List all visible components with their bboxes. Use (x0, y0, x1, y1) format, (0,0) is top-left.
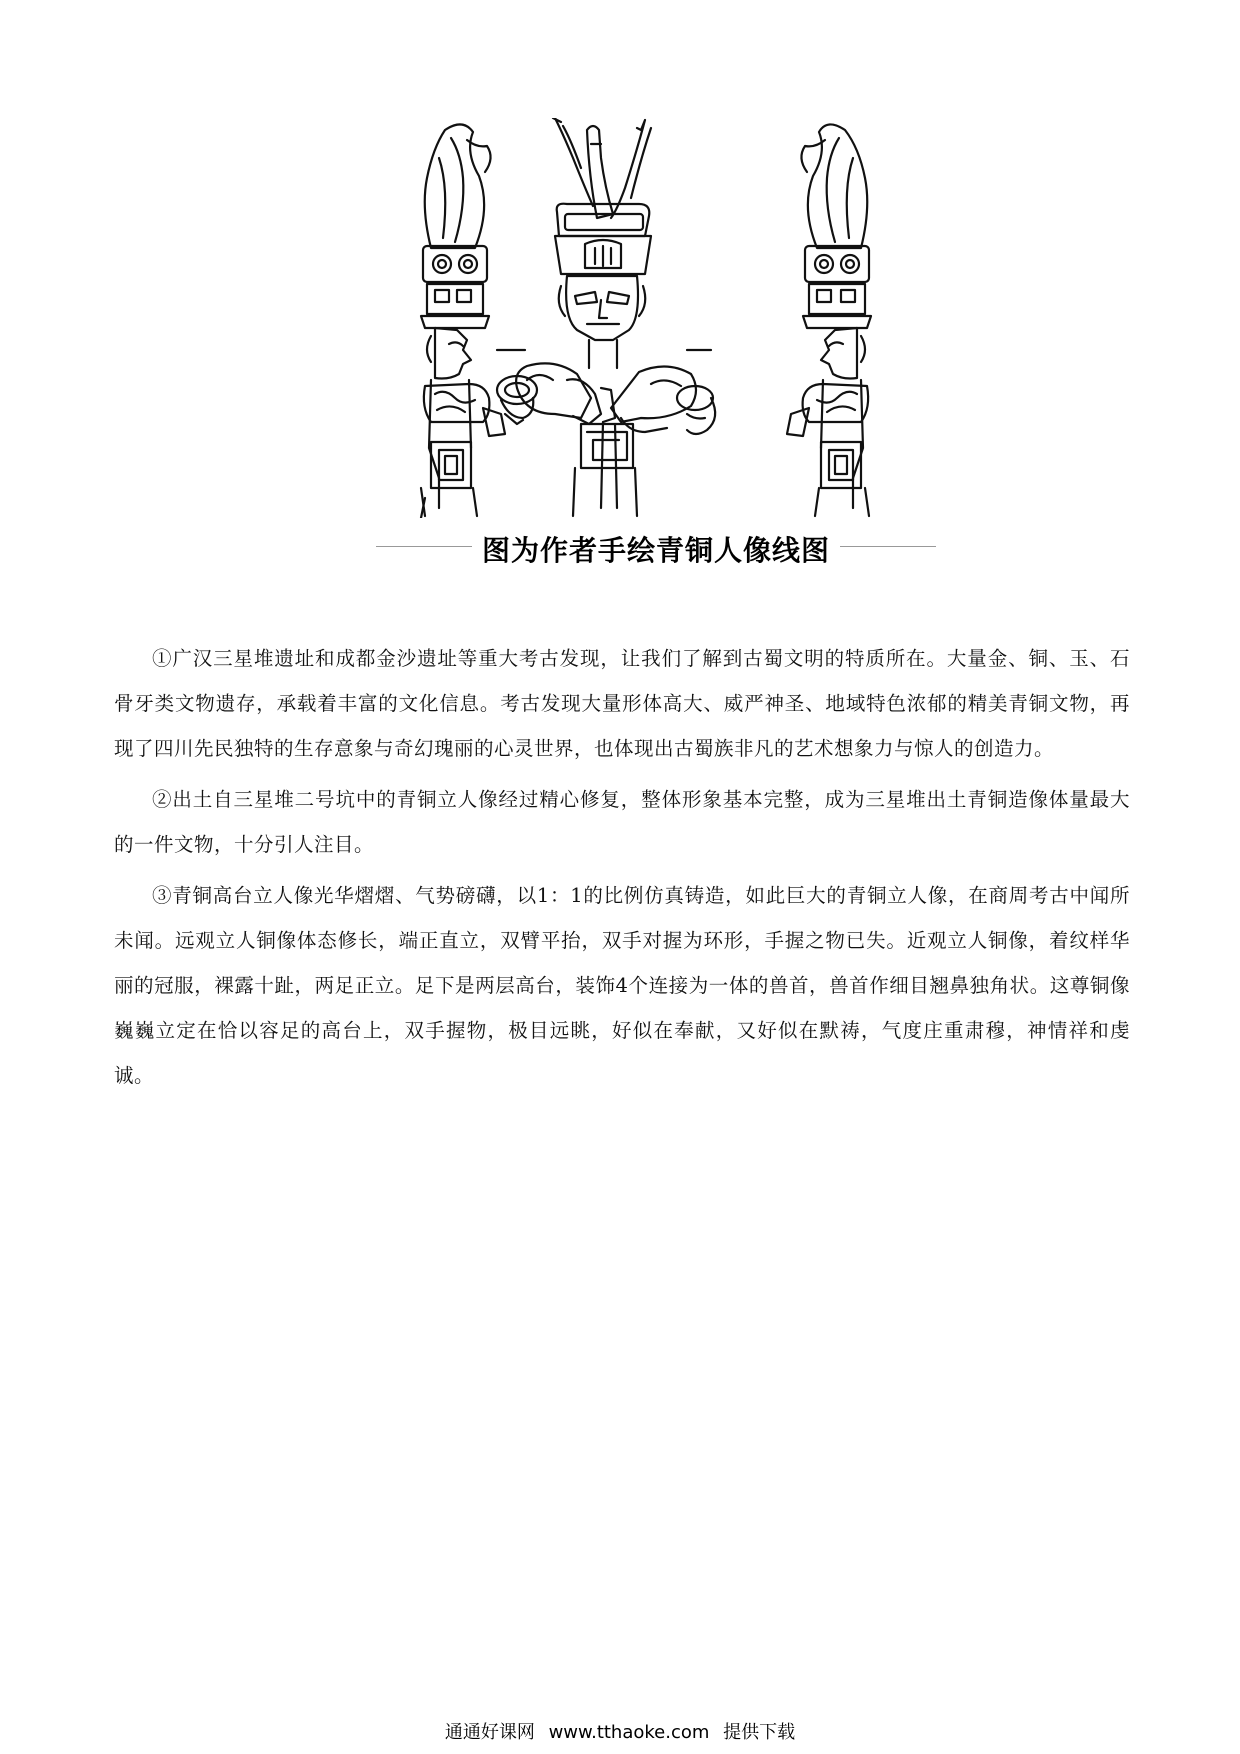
center-figure-drawing (497, 118, 711, 516)
footer-url[interactable]: www.tthaoke.com (548, 1722, 710, 1743)
paragraph-1: ①广汉三星堆遗址和成都金沙遗址等重大考古发现，让我们了解到古蜀文明的特质所在。大量金、铜、玉、石骨牙类文物遗存，承载着丰富的文化信息。考古发现大量形体高大、威严神圣、地域特色浓郁的精美青铜文物，再现了四川先民独特的生存意象与奇幻瑰丽的心灵世界，也体现出古蜀族非凡的艺术想象力与惊人的创造力。 (114, 647, 1130, 760)
caption-rule-left (376, 546, 472, 547)
bronze-figure-line-drawing (405, 118, 905, 518)
article-body (114, 636, 1130, 1104)
figure-caption: 图为作者手绘青铜人像线图 (481, 534, 830, 567)
page-footer (0, 1718, 1240, 1744)
footer-suffix: 提供下载 (723, 1722, 796, 1743)
paragraph-3: ③青铜高台立人像光华熠熠、气势磅礴，以1：1的比例仿真铸造，如此巨大的青铜立人像，在商周考古中闻所未闻。远观立人铜像体态修长，端正直立，双臂平抬，双手对握为环形，手握之物已失。近观立人铜像，着纹样华丽的冠服，裸露十趾，两足正立。足下是两层高台，装饰4个连接为一体的兽首，兽首作细目翘鼻独角状。这尊铜像巍巍立定在恰以容足的高台上，双手握物，极目远眺，好似在奉献，又好似在默祷，气度庄重肃穆，神情祥和虔诚。 (114, 884, 1130, 1087)
right-figure-drawing (677, 124, 871, 516)
footer-site-name: 通通好课网 (444, 1722, 535, 1743)
left-figure-drawing (421, 124, 537, 518)
caption-rule-right (840, 546, 936, 547)
paragraph-2: ②出土自三星堆二号坑中的青铜立人像经过精心修复，整体形象基本完整，成为三星堆出土青铜造像体量最大的一件文物，十分引人注目。 (114, 788, 1130, 856)
